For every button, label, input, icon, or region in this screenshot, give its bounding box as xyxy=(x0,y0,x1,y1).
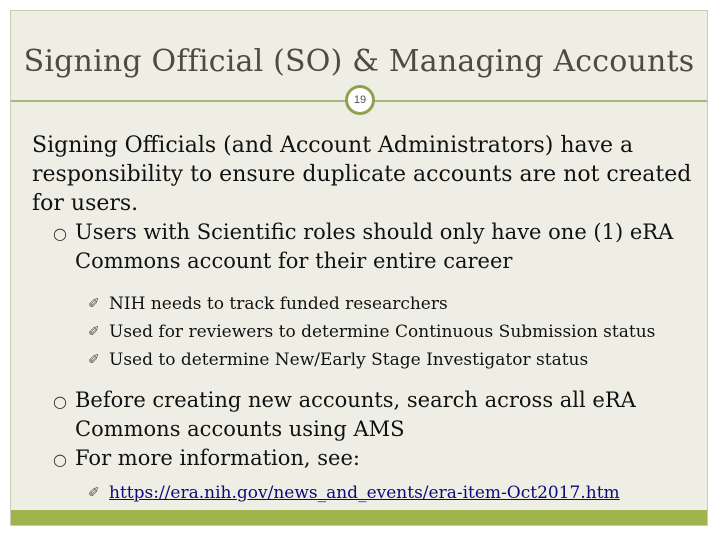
bullet-item xyxy=(32,218,702,276)
bullet-text: Users with Scientific roles should only have one (1) eRA Commons account for their entire career xyxy=(75,220,674,273)
lead-paragraph: Signing Officials (and Account Administrators) have a responsibility to ensure duplicate accounts are not created for users. xyxy=(32,133,692,216)
slide-title: Signing Official (SO) & Managing Accounts xyxy=(23,44,695,79)
sub-bullet-text: Used to determine New/Early Stage Investigator status xyxy=(109,350,589,370)
sub-bullet-item xyxy=(32,346,702,374)
hollow-circle-bullet-icon: ○ xyxy=(53,450,67,469)
hollow-circle-bullet-icon: ○ xyxy=(53,392,67,411)
sub-bullet-text: Used for reviewers to determine Continuous Submission status xyxy=(109,322,656,342)
bottom-accent-bar xyxy=(11,510,707,525)
sub-bullet-text: NIH needs to track funded researchers xyxy=(109,294,448,314)
sub-bullet-item xyxy=(32,479,702,507)
bullet-item xyxy=(32,386,702,444)
bullet-item xyxy=(32,444,702,473)
feather-bullet-icon: ✐ xyxy=(88,485,100,501)
bullet-text: Before creating new accounts, search across all eRA Commons accounts using AMS xyxy=(75,388,636,441)
sub-bullet-list xyxy=(32,290,702,374)
slide-content xyxy=(32,131,702,507)
page-number-badge: 19 xyxy=(345,85,375,115)
hollow-circle-bullet-icon: ○ xyxy=(53,224,67,243)
feather-bullet-icon: ✐ xyxy=(88,324,100,340)
info-link[interactable]: https://era.nih.gov/news_and_events/era-item-Oct2017.htm xyxy=(109,483,620,503)
sub-bullet-item xyxy=(32,290,702,318)
bullet-text: For more information, see: xyxy=(75,446,360,470)
feather-bullet-icon: ✐ xyxy=(88,296,100,312)
slide xyxy=(10,10,708,526)
feather-bullet-icon: ✐ xyxy=(88,352,100,368)
sub-bullet-item xyxy=(32,318,702,346)
